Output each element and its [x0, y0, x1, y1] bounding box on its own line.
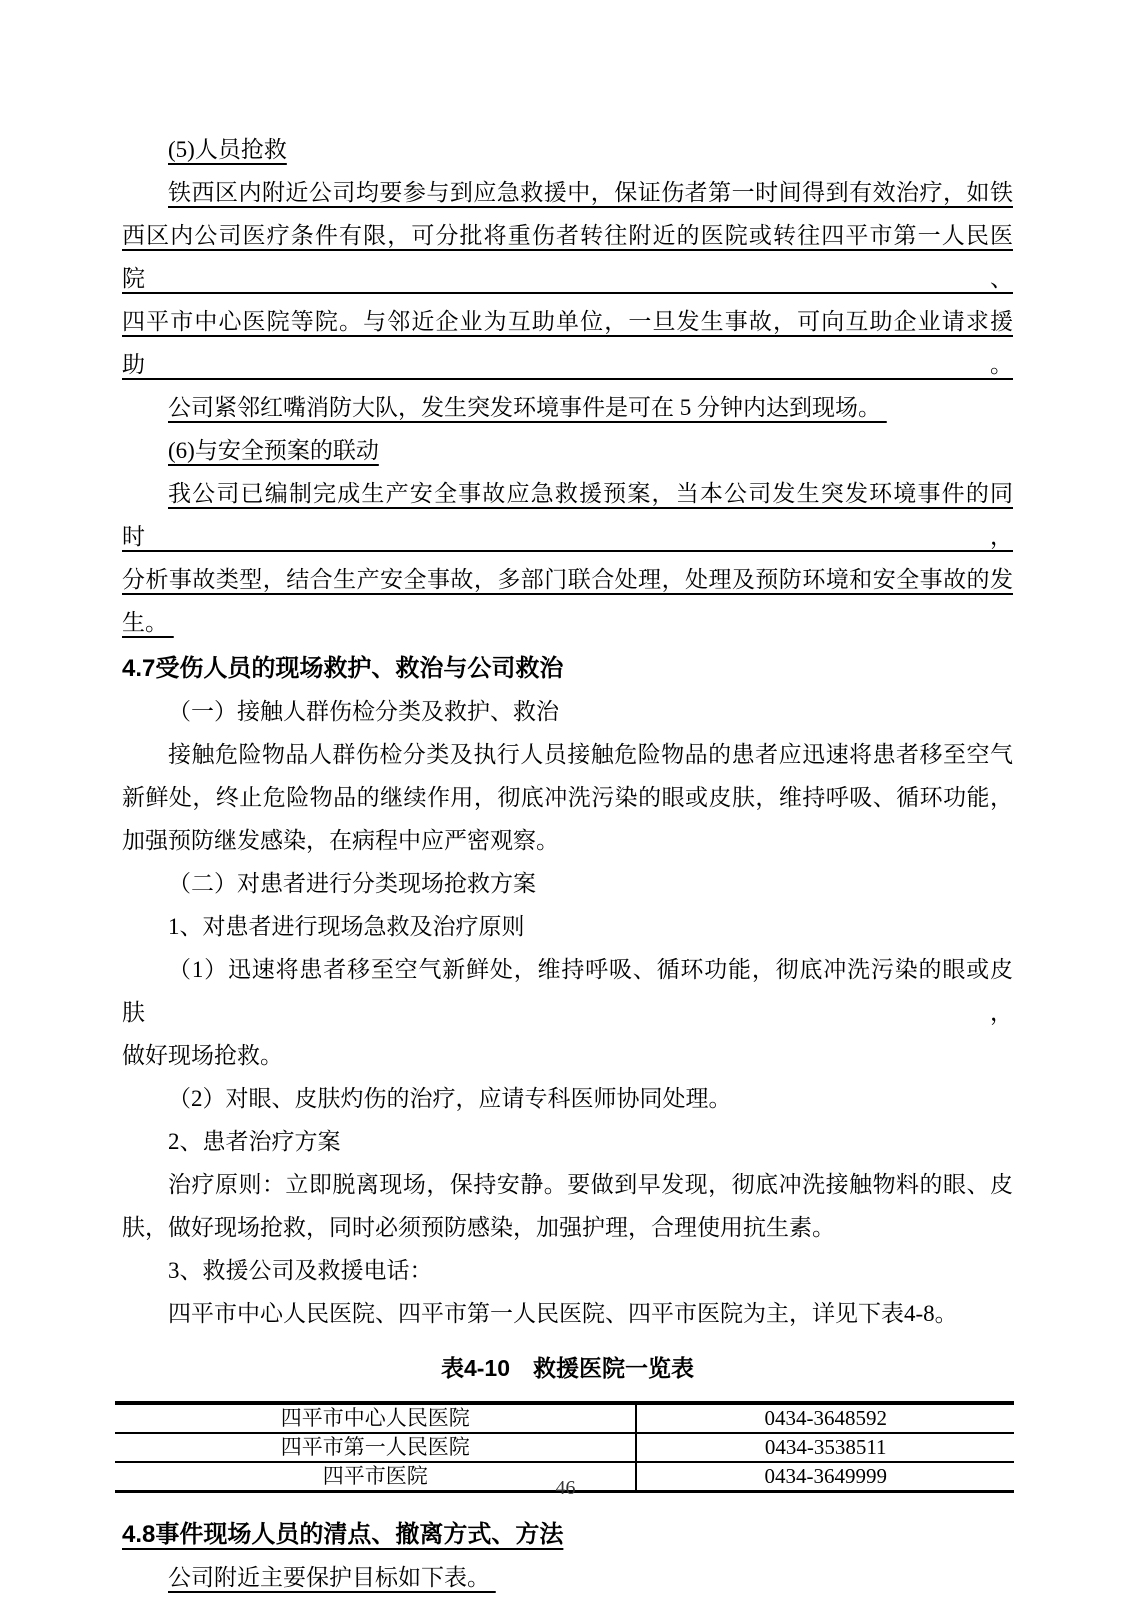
hospital-phone-cell: 0434-3538511 [636, 1433, 1014, 1462]
paragraph-line: 新鲜处，终止危险物品的继续作用，彻底冲洗污染的眼或皮肤，维持呼吸、循环功能， [122, 785, 1013, 810]
paragraph-line: 我公司已编制完成生产安全事故应急救援预案，当本公司发生突发环境事件的同时， [122, 481, 1013, 549]
paragraph-line: 四平市中心人民医院、四平市第一人民医院、四平市医院为主，详见下表4-8。 [168, 1301, 958, 1326]
paragraph-line: 3、救援公司及救援电话： [168, 1258, 433, 1283]
paragraph-line: 治疗原则：立即脱离现场，保持安静。要做到早发现，彻底冲洗接触物料的眼、皮 [168, 1172, 1013, 1197]
paragraph-line: 肤，做好现场抢救，同时必须预防感染，加强护理，合理使用抗生素。 [122, 1215, 835, 1240]
hospital-name-cell: 四平市第一人民医院 [115, 1433, 636, 1462]
paragraph-line: 分析事故类型，结合生产安全事故，多部门联合处理，处理及预防环境和安全事故的发 [122, 567, 1013, 592]
text-block-after-table [122, 1513, 1013, 1599]
hospital-phone-cell: 0434-3648592 [764, 1406, 887, 1430]
paragraph-line: （2）对眼、皮肤灼伤的治疗，应请专科医师协同处理。 [168, 1086, 732, 1111]
paragraph-line: 1、对患者进行现场急救及治疗原则 [168, 914, 525, 939]
text-block-main [122, 128, 1013, 1335]
hospital-phone-cell: 0434-3649999 [636, 1462, 1014, 1492]
paragraph-line: 2、患者治疗方案 [168, 1129, 341, 1154]
paragraph-line: 生。 [122, 610, 174, 635]
paragraph-line: 接触危险物品人群伤检分类及执行人员接触危险物品的患者应迅速将患者移至空气 [168, 742, 1013, 767]
paragraph-line: 加强预防继发感染，在病程中应严密观察。 [122, 828, 559, 853]
table-caption: 表4-10 救援医院一览表 [440, 1355, 695, 1381]
list-item-heading-6: (6)与安全预案的联动 [168, 438, 379, 463]
paragraph-line: （1）迅速将患者移至空气新鲜处，维持呼吸、循环功能，彻底冲洗污染的眼或皮肤， [122, 957, 1013, 1025]
paragraph-line: （一）接触人群伤检分类及救护、救治 [168, 699, 559, 724]
paragraph-line: 公司紧邻红嘴消防大队，发生突发环境事件是可在 5 分钟内达到现场。 [168, 395, 887, 420]
paragraph-line: 公司附近主要保护目标如下表。 [168, 1565, 496, 1590]
paragraph-line: 铁西区内附近公司均要参与到应急救援中，保证伤者第一时间得到有效治疗，如铁 [168, 180, 1013, 205]
paragraph-line: 做好现场抢救。 [122, 1043, 283, 1068]
section-heading-4-7: 4.7受伤人员的现场救护、救治与公司救治 [122, 655, 564, 682]
hospital-name-cell: 四平市中心人民医院 [115, 1403, 636, 1433]
table-row [115, 1403, 1014, 1433]
paragraph-line: 四平市中心医院等院。与邻近企业为互助单位，一旦发生事故，可向互助企业请求援助。 [122, 309, 1013, 377]
paragraph-line: 西区内公司医疗条件有限，可分批将重伤者转往附近的医院或转往四平市第一人民医院、 [122, 223, 1013, 291]
table-row [115, 1433, 1014, 1462]
hospital-name-cell: 四平市医院 [115, 1462, 636, 1492]
page-number: 46 [555, 1477, 576, 1499]
paragraph-line: （二）对患者进行分类现场抢救方案 [168, 871, 536, 896]
section-heading-4-8: 4.8事件现场人员的清点、撤离方式、方法 [122, 1521, 564, 1548]
document-content [122, 128, 1013, 1599]
list-item-heading-5: (5)人员抢救 [168, 137, 287, 162]
